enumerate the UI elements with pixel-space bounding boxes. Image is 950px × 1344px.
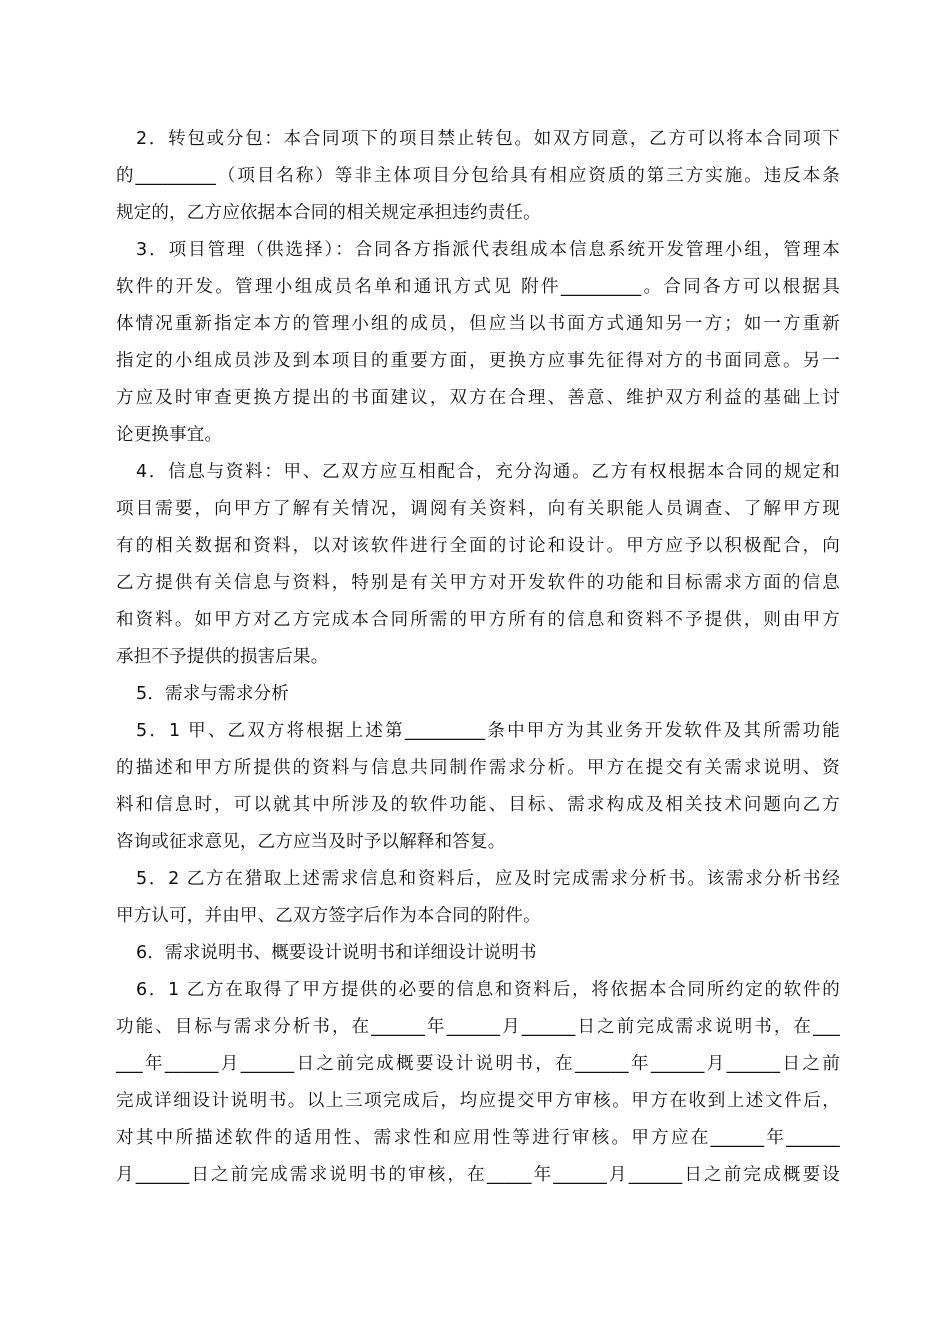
paragraph-line: 的描述和甲方所提供的资料与信息共同制作需求分析。甲方在提交有关需求说明、资 [116,758,840,778]
paragraph-first-line: 5．1 甲、乙双方将根据上述第_________条中甲方为其业务开发软件及其所需功能 [136,721,840,741]
paragraph-line: 项目需要，向甲方了解有关情况，调阅有关资料，向有关职能人员调查、了解甲方现 [116,499,840,519]
paragraph-first-line: 5．2 乙方在猎取上述需求信息和资料后，应及时完成需求分析书。该需求分析书经 [136,869,840,889]
paragraph-first-line: 4．信息与资料：甲、乙双方应互相配合，充分沟通。乙方有权根据本合同的规定和 [136,462,840,482]
paragraph-line: 乙方提供有关信息与资料，特别是有关甲方对开发软件的功能和目标需求方面的信息 [116,573,840,593]
paragraph-line: 论更换事宜。 [116,425,223,445]
paragraph-line: 规定的，乙方应依据本合同的相关规定承担违约责任。 [116,203,541,223]
paragraph-line: 方应及时审查更换方提出的书面建议，双方在合理、善意、维护双方利益的基础上讨 [116,388,840,408]
paragraph-line: 咨询或征求意见，乙方应当及时予以解释和答复。 [116,832,506,852]
paragraph-line: 体情况重新指定本方的管理小组的成员，但应当以书面方式通知另一方；如一方重新 [116,314,840,334]
paragraph-line: 指定的小组成员涉及到本项目的重要方面，更换方应事先征得对方的书面同意。另一 [116,351,840,371]
paragraph-line: 功能、目标与需求分析书，在______年______月______日之前完成需求说明书，在___ [116,1017,840,1037]
paragraph-first-line: 5．需求与需求分析 [136,684,289,704]
paragraph-line: 甲方认可，并由甲、乙双方签字后作为本合同的附件。 [116,906,541,926]
paragraph-line: 月______日之前完成需求说明书的审核，在_____年______月______日之前完成概要设 [116,1165,840,1185]
paragraph-first-line: 2．转包或分包：本合同项下的项目禁止转包。如双方同意，乙方可以将本合同项下 [136,129,840,149]
paragraph-first-line: 6．需求说明书、概要设计说明书和详细设计说明书 [136,943,537,963]
paragraph-line: 对其中所描述软件的适用性、需求性和应用性等进行审核。甲方应在______年______ [116,1128,840,1148]
paragraph-first-line: 6．1 乙方在取得了甲方提供的必要的信息和资料后，将依据本合同所约定的软件的 [136,980,840,1000]
document-body [116,121,840,1194]
paragraph-line: 完成详细设计说明书。以上三项完成后，均应提交甲方审核。甲方在收到上述文件后， [116,1091,840,1111]
paragraph-line: 料和信息时，可以就其中所涉及的软件功能、目标、需求构成及相关技术问题向乙方 [116,795,840,815]
paragraph-line: 软件的开发。管理小组成员名单和通讯方式见 附件_________。合同各方可以根据具 [116,277,840,297]
paragraph-line: 承担不予提供的损害后果。 [116,647,329,667]
paragraph-line: 的_________（项目名称）等非主体项目分包给具有相应资质的第三方实施。违反本条 [116,166,840,186]
paragraph-first-line: 3．项目管理（供选择）：合同各方指派代表组成本信息系统开发管理小组，管理本 [136,240,840,260]
paragraph-line: 和资料。如甲方对乙方完成本合同所需的甲方所有的信息和资料不予提供，则由甲方 [116,610,840,630]
paragraph-line: 有的相关数据和资料，以对该软件进行全面的讨论和设计。甲方应予以积极配合，向 [116,536,840,556]
paragraph-line: ___年______月______日之前完成概要设计说明书，在______年______月______日之前 [116,1054,840,1074]
